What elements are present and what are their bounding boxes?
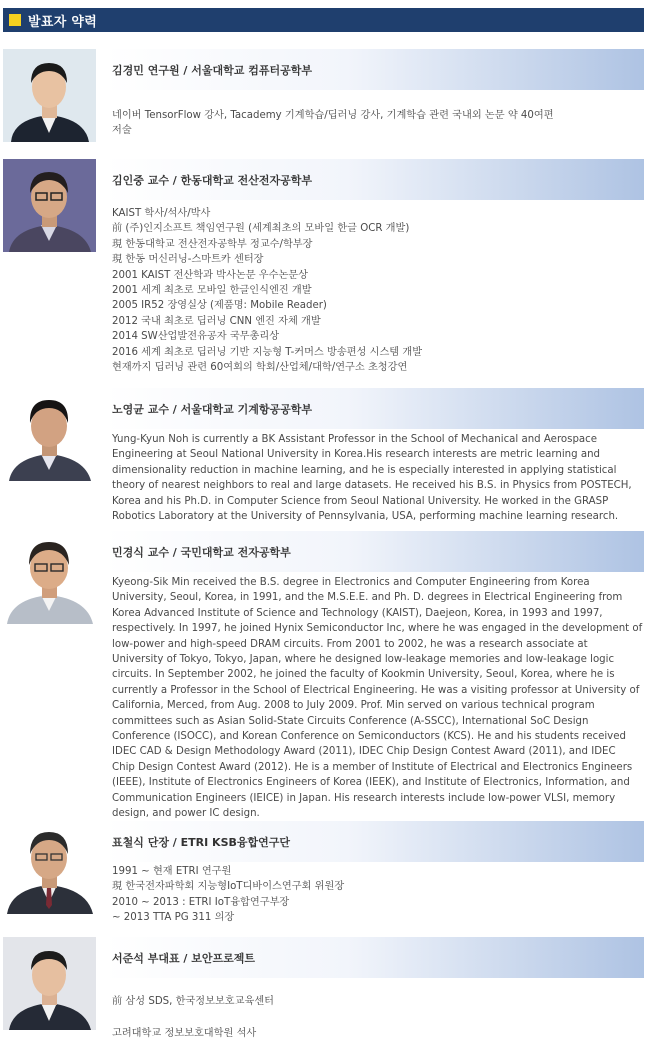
bio-line: 1991 ~ 현재 ETRI 연구원 [112, 866, 232, 877]
bio-line: 2001 세계 최초로 모바일 한글인식엔진 개발 [112, 285, 312, 297]
bio-line: 2010 ~ 2013 : ETRI IoT융합연구부장 [112, 896, 290, 908]
portrait-icon [3, 159, 96, 252]
bio-spacer [112, 1010, 642, 1026]
speaker-name: 민경식 교수 / 국민대학교 전자공학부 [112, 545, 291, 559]
speaker-name: 김인중 교수 / 한동대학교 전산전자공학부 [112, 173, 312, 187]
bio-line: University, Seoul, Korea, in 1991, and the M.S.E.E. and Ph. D. degrees in Electrical Engineering from [112, 592, 623, 604]
bio-line: IDEC CAD & Design Methodology Award (2011), IDEC Chip Design Contest Award (2011), and IDEC [112, 746, 616, 758]
speaker-bio [112, 575, 642, 822]
bio-line: 네이버 TensorFlow 강사, Tacademy 기계학습/딥러닝 강사, 기계학습 관련 국내외 논문 약 40여편 [112, 110, 554, 121]
speaker-photo [3, 159, 96, 252]
portrait-icon [3, 388, 96, 481]
speaker-photo [3, 821, 96, 914]
bio-line: 2016 세계 최초로 딥러닝 기반 지능형 T-커머스 방송편성 시스템 개발 [112, 346, 423, 358]
speaker-name: 서준석 부대표 / 보안프로젝트 [112, 951, 256, 965]
bio-line: Conference (ISOCC), and Korean Conference on Semiconductors (KCS). He and his students received [112, 731, 626, 743]
speaker-name-bar [105, 159, 644, 200]
speaker-name-bar [105, 937, 644, 978]
bio-line: low-power and high-speed DRAM circuits. From 2001 to 2002, he was a research associate at [112, 638, 588, 650]
bio-line: respectively. In 1997, he joined Hynix Semiconductor Inc, where he was engaged in the development of [112, 623, 643, 635]
speaker-bio [112, 206, 642, 375]
speaker-name-bar [105, 49, 644, 90]
speaker-bio [112, 994, 642, 1042]
bio-line: design, and power IC design. [112, 808, 260, 820]
bio-line: 前 삼성 SDS, 한국정보보호교육센터 [112, 996, 275, 1007]
bio-line: 前 (주)인지소프트 책임연구원 (세계최초의 모바일 한글 OCR 개발) [112, 223, 410, 235]
section-title: 발표자 약력 [28, 14, 98, 30]
bio-line: California, Merced, from Aug. 2008 to July 2009. Prof. Min served on various technical program [112, 700, 595, 712]
bio-line: 고려대학교 정보보호대학원 석사 [112, 1028, 257, 1039]
bio-line: KAIST 학사/석사/박사 [112, 208, 211, 219]
bio-line: (IEEE), Institute of Electronics Engineers of Korea (IEEK), and Institute of Electronics, Information, and [112, 777, 630, 789]
bio-line: Engineering at Seoul National University in Korea.His research interests are metric learning and [112, 449, 600, 461]
bio-line: 저술 [112, 125, 132, 137]
bio-line: Korea Advanced Institute of Science and Technology (KAIST), Daejeon, Korea, in 1993 and 1997, [112, 607, 603, 619]
portrait-icon [3, 531, 96, 624]
speaker-photo [3, 531, 96, 624]
speaker-photo [3, 49, 96, 142]
portrait-icon [3, 937, 96, 1030]
speaker-bio [112, 864, 642, 926]
bio-line: theory of nearest neighbors to real and large datasets. He received his B.S. in Physics from POSTECH, [112, 480, 632, 492]
bio-line: currently a Professor in the School of Electrical Engineering. He was a visiting professor at University of [112, 684, 640, 696]
section-header [3, 8, 644, 32]
bio-line: ~ 2013 TTA PG 311 의장 [112, 912, 235, 924]
header-bullet-icon [9, 14, 21, 26]
bio-line: dimensionality reduction in machine learning, and he is especially interested in applying statistical [112, 464, 617, 476]
bio-line: Korea and his Ph.D. in Computer Science from Seoul National University. He worked in the GRASP [112, 495, 609, 507]
bio-line: 현재까지 딥러닝 관련 60여회의 학회/산업체/대학/연구소 초청강연 [112, 362, 408, 374]
bio-line: circuits. In September 2002, he joined the faculty of Kookmin University, Seoul, Korea, where he is [112, 669, 615, 681]
bio-line: 現 한동대학교 전산전자공학부 정교수/학부장 [112, 238, 313, 250]
bio-line: Robotics Laboratory at the University of Pennsylvania, USA, performing machine learning research. [112, 511, 619, 523]
bio-line: Yung-Kyun Noh is currently a BK Assistant Professor in the School of Mechanical and Aerospace [112, 434, 598, 445]
bio-line: Kyeong-Sik Min received the B.S. degree in Electronics and Computer Engineering from Korea [112, 577, 590, 588]
speaker-name-bar [105, 531, 644, 572]
speaker-bio [112, 432, 642, 524]
bio-line: 現 한동 머신러닝-스마트카 센터장 [112, 254, 264, 266]
bio-line: 2012 국내 최초로 딥러닝 CNN 엔진 자체 개발 [112, 315, 321, 327]
bio-line: Communication Engineers (IEICE) in Japan. His research interests include low-power VLSI, memory [112, 792, 616, 804]
portrait-icon [3, 49, 96, 142]
speaker-photo [3, 937, 96, 1030]
speaker-name: 김경민 연구원 / 서울대학교 컴퓨터공학부 [112, 63, 312, 77]
speaker-photo [3, 388, 96, 481]
bio-line: committees such as Asian Solid-State Circuits Conference (A-SSCC), International SoC Design [112, 715, 589, 727]
bio-line: 現 한국전자파학회 지능형IoT디바이스연구회 위원장 [112, 881, 345, 893]
speaker-name-bar [105, 388, 644, 429]
bio-line: 2001 KAIST 전산학과 박사논문 우수논문상 [112, 269, 308, 281]
speaker-bio [112, 108, 642, 139]
bio-line: Chip Design Contest Award (2012). He is a member of Institute of Electrical and Electronics Engineers [112, 761, 633, 773]
bio-line: University of Tokyo, Tokyo, Japan, where he designed low-leakage memories and low-leakage logic [112, 654, 615, 666]
speaker-name-bar [105, 821, 644, 862]
speaker-name: 표철식 단장 / ETRI KSB융합연구단 [112, 835, 291, 849]
speaker-name: 노영균 교수 / 서울대학교 기계항공공학부 [112, 402, 312, 416]
bio-line: 2014 SW산업발전유공자 국무총리상 [112, 331, 280, 343]
bio-line: 2005 IR52 장영실상 (제품명: Mobile Reader) [112, 300, 327, 312]
portrait-icon [3, 821, 96, 914]
